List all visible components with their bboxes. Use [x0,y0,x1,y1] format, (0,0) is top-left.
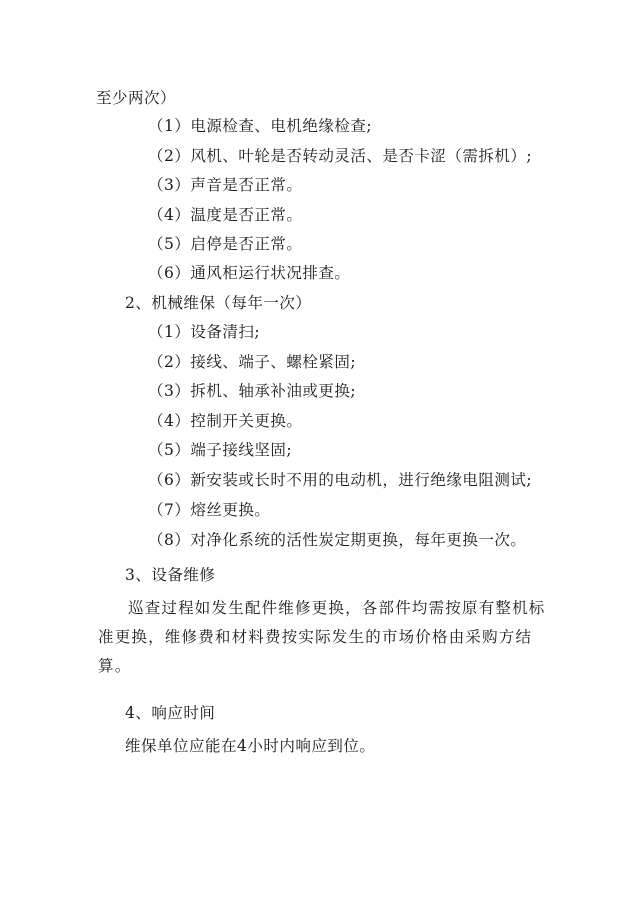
section1-item-3: （3）声音是否正常。 [148,176,303,194]
section1-item-1: （1）电源检查、电机绝缘检查; [148,117,373,135]
section1-item-5: （5）启停是否正常。 [148,235,303,253]
section1-item-6: （6）通风柜运行状况排查。 [148,264,351,282]
section2-heading: 2、机械维保（每年一次） [125,294,312,312]
section2-item-3: （3）拆机、轴承补油或更换; [148,382,357,400]
section2-item-4: （4）控制开关更换。 [148,412,303,430]
section4-text: 维保单位应能在4小时内响应到位。 [125,737,376,755]
section1-item-4: （4）温度是否正常。 [148,206,303,224]
section2-item-5: （5）端子接线坚固; [148,441,293,459]
intro-tail-text: 至少两次） [96,89,177,107]
section2-item-7: （7）熔丝更换。 [148,501,271,519]
section1-item-2: （2）风机、叶轮是否转动灵活、是否卡涩（需拆机）; [148,147,533,165]
section2-item-2: （2）接线、端子、螺栓紧固; [148,353,357,371]
section2-item-8: （8）对净化系统的活性炭定期更换，每年更换一次。 [148,531,527,549]
section2-item-6: （6）新安装或长时不用的电动机，进行绝缘电阻测试; [148,471,533,489]
section3-heading: 3、设备维修 [125,566,216,584]
section3-paragraph: 巡查过程如发生配件维修更换，各部件均需按原有整机标准更换，维修费和材料费按实际发生的市场价格由采购方结算。 [98,599,546,675]
section2-item-1: （1）设备清扫; [148,323,261,341]
section4-heading: 4、响应时间 [125,704,216,722]
